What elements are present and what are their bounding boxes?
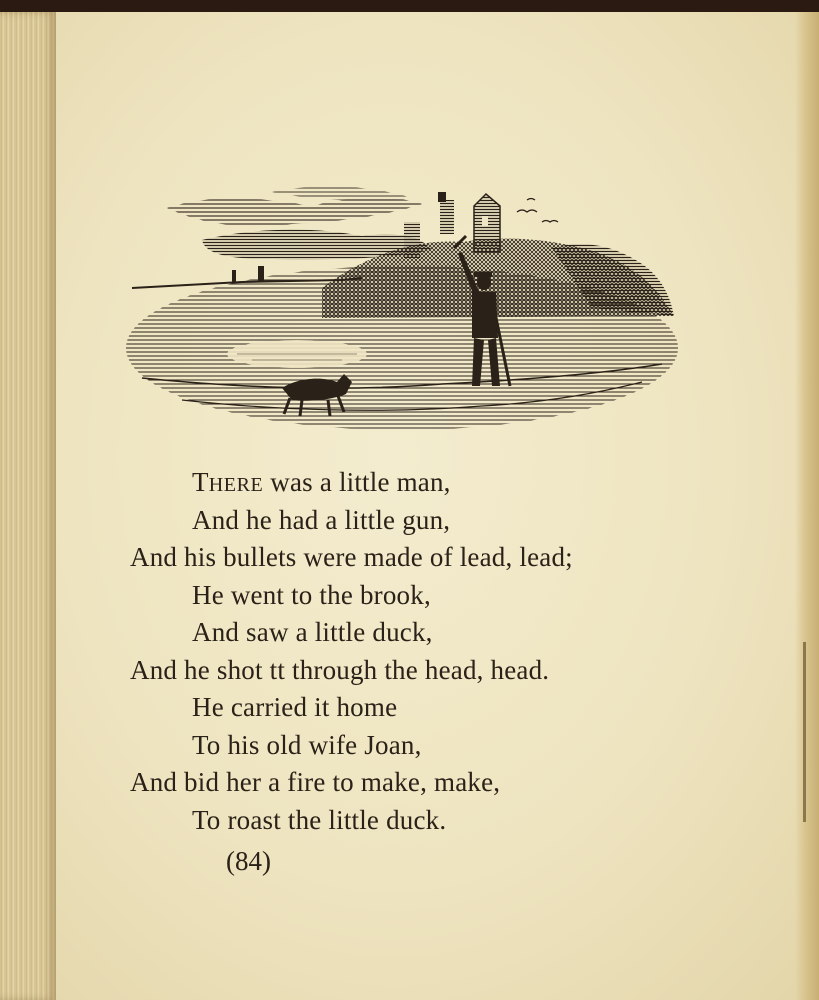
margin-mark (803, 642, 806, 822)
book-page (0, 12, 819, 1000)
poem-line-8: To his old wife Joan, (192, 729, 422, 760)
poem-line-4: He went to the brook, (192, 579, 431, 610)
right-page-edge (795, 12, 819, 1000)
page-number: (84) (226, 846, 271, 876)
poem-line-2: And he had a little gun, (192, 504, 451, 535)
cloud-upper (167, 197, 422, 226)
poem-line-3: And his bullets were made of lead, lead; (130, 542, 573, 572)
engraving-icon (122, 178, 682, 434)
poem-line-5: And saw a little duck, (192, 617, 433, 647)
poem-line-7: He carried it home (192, 692, 398, 722)
poem-line-10: To roast the little duck. (192, 804, 447, 835)
poem-line-1: THERE was a little man, (192, 467, 451, 497)
poem-line-6: And he shot tt through the head, head. (130, 654, 550, 685)
page-edges (0, 12, 56, 1000)
poem-line-9: And bid her a fire to make, make, (130, 767, 501, 797)
